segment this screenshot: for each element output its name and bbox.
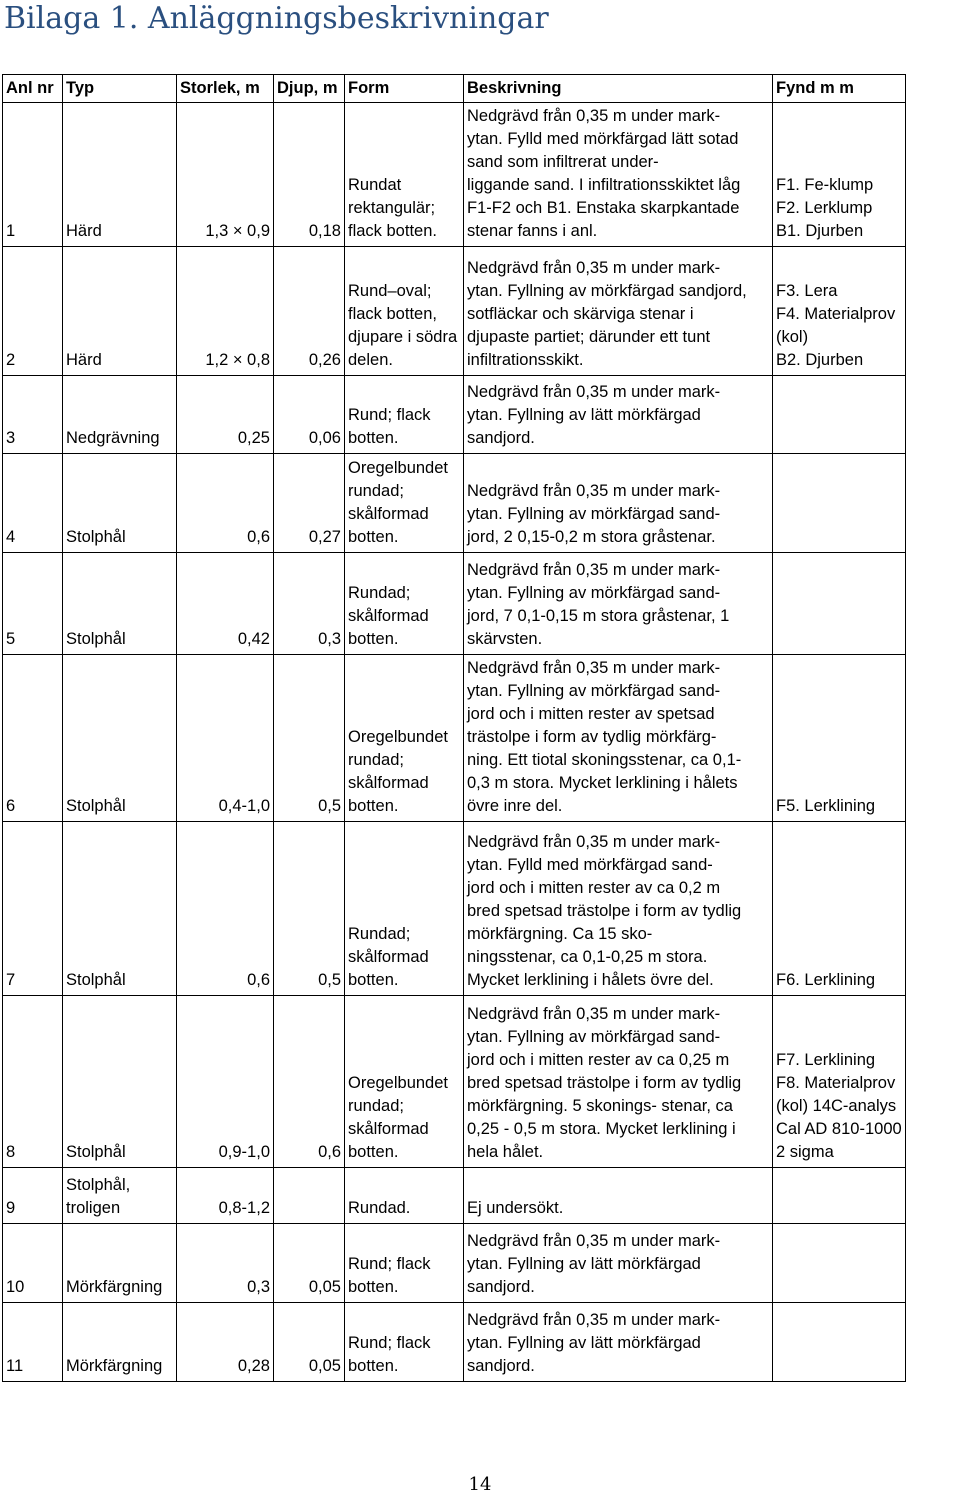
cell-fynd xyxy=(773,247,906,376)
cell-fynd-line: (kol) xyxy=(776,328,809,346)
cell-beskrivning-line: skärvsten. xyxy=(467,630,543,648)
table-row xyxy=(3,103,906,247)
cell-anl-nr: 1 xyxy=(3,103,63,247)
cell-beskrivning-line: mörkfärgning. 5 skonings- stenar, ca xyxy=(467,1097,733,1115)
table-row xyxy=(3,1168,906,1224)
cell-beskrivning xyxy=(464,1168,773,1224)
cell-djup: 0,5 xyxy=(274,655,345,822)
cell-beskrivning-line: sand som infiltrerat under- xyxy=(467,153,659,171)
cell-typ: Nedgrävning xyxy=(63,376,177,454)
cell-beskrivning xyxy=(464,822,773,996)
cell-djup: 0,6 xyxy=(274,996,345,1168)
cell-djup: 0,27 xyxy=(274,454,345,553)
cell-storlek: 0,28 xyxy=(177,1303,274,1382)
cell-storlek: 0,25 xyxy=(177,376,274,454)
cell-beskrivning-line: ytan. Fyllning av lätt mörkfärgad xyxy=(467,1334,701,1352)
cell-form-line: botten. xyxy=(348,1278,399,1296)
cell-fynd xyxy=(773,655,906,822)
cell-form-line: skålformad xyxy=(348,774,429,792)
cell-storlek: 0,42 xyxy=(177,553,274,655)
cell-beskrivning-line: Ej undersökt. xyxy=(467,1199,564,1217)
table-row xyxy=(3,376,906,454)
cell-anl-nr: 4 xyxy=(3,454,63,553)
cell-beskrivning-line: Nedgrävd från 0,35 m under mark- xyxy=(467,1232,721,1250)
cell-beskrivning-line: ytan. Fyllning av mörkfärgad sand- xyxy=(467,1028,721,1046)
cell-storlek: 0,6 xyxy=(177,822,274,996)
cell-anl-nr: 5 xyxy=(3,553,63,655)
cell-form xyxy=(345,247,464,376)
cell-djup: 0,05 xyxy=(274,1303,345,1382)
cell-beskrivning xyxy=(464,1224,773,1303)
cell-form-line: botten. xyxy=(348,1143,399,1161)
cell-beskrivning-line: mörkfärgning. Ca 15 sko- xyxy=(467,925,653,943)
cell-beskrivning xyxy=(464,1303,773,1382)
facility-table xyxy=(2,74,906,1382)
cell-anl-nr: 8 xyxy=(3,996,63,1168)
table-row xyxy=(3,553,906,655)
cell-typ: Stolphål xyxy=(63,553,177,655)
cell-storlek: 0,6 xyxy=(177,454,274,553)
cell-storlek: 0,4-1,0 xyxy=(177,655,274,822)
cell-fynd-line: 2 sigma xyxy=(776,1143,834,1161)
cell-beskrivning-line: F1-F2 och B1. Enstaka skarpkantade xyxy=(467,199,740,217)
cell-beskrivning xyxy=(464,103,773,247)
cell-beskrivning-line: ytan. Fylld med mörkfärgad lätt sotad xyxy=(467,130,739,148)
cell-form xyxy=(345,996,464,1168)
cell-form xyxy=(345,1168,464,1224)
cell-form-line: skålformad xyxy=(348,607,429,625)
table-row xyxy=(3,822,906,996)
cell-beskrivning xyxy=(464,655,773,822)
cell-form-line: Oregelbundet xyxy=(348,728,448,746)
cell-beskrivning-line: trästolpe i form av tydlig mörkfärg- xyxy=(467,728,717,746)
header-beskrivning: Beskrivning xyxy=(464,75,773,103)
cell-form-line: Rundat xyxy=(348,176,402,194)
cell-beskrivning xyxy=(464,996,773,1168)
cell-beskrivning-line: jord och i mitten rester av spetsad xyxy=(467,705,715,723)
cell-form xyxy=(345,553,464,655)
cell-typ: Stolphål xyxy=(63,996,177,1168)
cell-beskrivning-line: Nedgrävd från 0,35 m under mark- xyxy=(467,1311,721,1329)
cell-beskrivning-line: jord och i mitten rester av ca 0,2 m xyxy=(467,879,721,897)
cell-beskrivning-line: ning. Ett tiotal skoningsstenar, ca 0,1- xyxy=(467,751,742,769)
cell-form-line: skålformad xyxy=(348,505,429,523)
cell-beskrivning-line: ytan. Fyllning av mörkfärgad sand- xyxy=(467,682,721,700)
table-row xyxy=(3,1303,906,1382)
cell-beskrivning-line: ytan. Fylld med mörkfärgad sand- xyxy=(467,856,713,874)
cell-beskrivning-line: Mycket lerklining i hålets övre del. xyxy=(467,971,714,989)
cell-beskrivning xyxy=(464,553,773,655)
cell-form-line: Rund; flack xyxy=(348,1255,431,1273)
cell-storlek: 0,9-1,0 xyxy=(177,996,274,1168)
cell-beskrivning-line: ytan. Fyllning av mörkfärgad sand- xyxy=(467,584,721,602)
cell-form-line: rektangulär; xyxy=(348,199,436,217)
cell-beskrivning-line: jord, 7 0,1-0,15 m stora gråstenar, 1 xyxy=(467,607,730,625)
cell-form-line: botten. xyxy=(348,630,399,648)
cell-fynd xyxy=(773,376,906,454)
cell-fynd xyxy=(773,1168,906,1224)
table-row xyxy=(3,655,906,822)
cell-beskrivning xyxy=(464,454,773,553)
cell-beskrivning-line: Nedgrävd från 0,35 m under mark- xyxy=(467,659,721,677)
cell-typ: Stolphål xyxy=(63,454,177,553)
cell-form xyxy=(345,376,464,454)
cell-form-line: botten. xyxy=(348,797,399,815)
cell-form xyxy=(345,655,464,822)
cell-anl-nr: 6 xyxy=(3,655,63,822)
page-title: Bilaga 1. Anläggningsbeskrivningar xyxy=(4,1,549,36)
header-anl-nr: Anl nr xyxy=(3,75,63,103)
cell-beskrivning xyxy=(464,247,773,376)
cell-beskrivning-line: ytan. Fyllning av mörkfärgad sand- xyxy=(467,505,721,523)
table-row xyxy=(3,1224,906,1303)
cell-form xyxy=(345,822,464,996)
cell-beskrivning-line: Nedgrävd från 0,35 m under mark- xyxy=(467,561,721,579)
cell-beskrivning-line: liggande sand. I infiltrationsskiktet låg xyxy=(467,176,741,194)
cell-beskrivning-line: Nedgrävd från 0,35 m under mark- xyxy=(467,833,721,851)
cell-form-line: botten. xyxy=(348,1357,399,1375)
cell-fynd-line: F3. Lera xyxy=(776,282,838,300)
cell-fynd-line: F8. Materialprov xyxy=(776,1074,896,1092)
cell-anl-nr: 2 xyxy=(3,247,63,376)
cell-storlek: 1,3 × 0,9 xyxy=(177,103,274,247)
cell-fynd xyxy=(773,454,906,553)
cell-djup xyxy=(274,1168,345,1224)
cell-form-line: Oregelbundet xyxy=(348,459,448,477)
cell-typ: Stolphål xyxy=(63,822,177,996)
header-storlek: Storlek, m xyxy=(177,75,274,103)
cell-typ: Mörkfärgning xyxy=(63,1303,177,1382)
cell-fynd-line: F6. Lerklining xyxy=(776,971,876,989)
cell-beskrivning-line: Nedgrävd från 0,35 m under mark- xyxy=(467,383,721,401)
cell-form-line: Oregelbundet xyxy=(348,1074,448,1092)
cell-form-line: Rund; flack xyxy=(348,1334,431,1352)
cell-beskrivning-line: Nedgrävd från 0,35 m under mark- xyxy=(467,107,721,125)
cell-fynd-line: F5. Lerklining xyxy=(776,797,876,815)
cell-djup: 0,3 xyxy=(274,553,345,655)
cell-form-line: botten. xyxy=(348,971,399,989)
cell-storlek: 0,3 xyxy=(177,1224,274,1303)
table-row xyxy=(3,996,906,1168)
cell-form-line: botten. xyxy=(348,528,399,546)
cell-djup: 0,5 xyxy=(274,822,345,996)
cell-anl-nr: 10 xyxy=(3,1224,63,1303)
cell-beskrivning-line: 0,25 - 0,5 m stora. Mycket lerklining i xyxy=(467,1120,736,1138)
cell-fynd xyxy=(773,1224,906,1303)
cell-beskrivning-line: stenar fanns i anl. xyxy=(467,222,598,240)
cell-beskrivning-line: infiltrationsskikt. xyxy=(467,351,584,369)
cell-beskrivning-line: ytan. Fyllning av mörkfärgad sandjord, xyxy=(467,282,747,300)
cell-form-line: Rundad. xyxy=(348,1199,411,1217)
cell-form-line: rundad; xyxy=(348,482,404,500)
cell-fynd-line: B1. Djurben xyxy=(776,222,864,240)
cell-beskrivning-line: sotfläckar och skärviga stenar i xyxy=(467,305,694,323)
cell-fynd-line: Cal AD 810-1000 xyxy=(776,1120,902,1138)
cell-form-line: Rundad; xyxy=(348,925,411,943)
cell-djup: 0,18 xyxy=(274,103,345,247)
cell-fynd-line: (kol) 14C-analys xyxy=(776,1097,897,1115)
cell-djup: 0,05 xyxy=(274,1224,345,1303)
cell-fynd xyxy=(773,1303,906,1382)
cell-form-line: rundad; xyxy=(348,751,404,769)
cell-typ: Stolphål, troligen xyxy=(63,1168,177,1224)
cell-form xyxy=(345,454,464,553)
cell-beskrivning-line: bred spetsad trästolpe i form av tydlig xyxy=(467,902,742,920)
cell-beskrivning-line: sandjord. xyxy=(467,1357,535,1375)
header-typ: Typ xyxy=(63,75,177,103)
cell-form xyxy=(345,1303,464,1382)
cell-fynd-line: B2. Djurben xyxy=(776,351,864,369)
cell-beskrivning-line: Nedgrävd från 0,35 m under mark- xyxy=(467,482,721,500)
cell-djup: 0,26 xyxy=(274,247,345,376)
cell-beskrivning-line: jord, 2 0,15-0,2 m stora gråstenar. xyxy=(467,528,716,546)
cell-typ: Härd xyxy=(63,103,177,247)
cell-form-line: botten. xyxy=(348,429,399,447)
cell-form-line: skålformad xyxy=(348,1120,429,1138)
header-form: Form xyxy=(345,75,464,103)
cell-storlek: 1,2 × 0,8 xyxy=(177,247,274,376)
cell-beskrivning-line: djupaste partiet; därunder ett tunt xyxy=(467,328,711,346)
cell-beskrivning-line: ningsstenar, ca 0,1-0,25 m stora. xyxy=(467,948,708,966)
cell-beskrivning xyxy=(464,376,773,454)
cell-anl-nr: 7 xyxy=(3,822,63,996)
cell-beskrivning-line: ytan. Fyllning av lätt mörkfärgad xyxy=(467,406,701,424)
cell-beskrivning-line: sandjord. xyxy=(467,429,535,447)
cell-form-line: rundad; xyxy=(348,1097,404,1115)
cell-fynd xyxy=(773,553,906,655)
page-number: 14 xyxy=(468,1474,492,1495)
cell-form-line: djupare i södra xyxy=(348,328,458,346)
cell-form xyxy=(345,1224,464,1303)
cell-fynd xyxy=(773,822,906,996)
cell-fynd-line: F1. Fe-klump xyxy=(776,176,874,194)
cell-fynd-line: F7. Lerklining xyxy=(776,1051,876,1069)
cell-djup: 0,06 xyxy=(274,376,345,454)
cell-fynd xyxy=(773,103,906,247)
table-header-row xyxy=(3,75,906,103)
header-fynd: Fynd m m xyxy=(773,75,906,103)
cell-anl-nr: 3 xyxy=(3,376,63,454)
cell-anl-nr: 11 xyxy=(3,1303,63,1382)
cell-form-line: Rund–oval; xyxy=(348,282,432,300)
cell-anl-nr: 9 xyxy=(3,1168,63,1224)
cell-beskrivning-line: Nedgrävd från 0,35 m under mark- xyxy=(467,259,721,277)
cell-beskrivning-line: sandjord. xyxy=(467,1278,535,1296)
table-row xyxy=(3,454,906,553)
cell-typ: Stolphål xyxy=(63,655,177,822)
cell-fynd-line: F4. Materialprov xyxy=(776,305,896,323)
cell-form-line: flack botten, xyxy=(348,305,437,323)
cell-beskrivning-line: Nedgrävd från 0,35 m under mark- xyxy=(467,1005,721,1023)
cell-fynd xyxy=(773,996,906,1168)
cell-beskrivning-line: jord och i mitten rester av ca 0,25 m xyxy=(467,1051,730,1069)
cell-beskrivning-line: 0,3 m stora. Mycket lerklining i hålets xyxy=(467,774,738,792)
cell-beskrivning-line: bred spetsad trästolpe i form av tydlig xyxy=(467,1074,742,1092)
table-row xyxy=(3,247,906,376)
cell-form xyxy=(345,103,464,247)
cell-fynd-line: F2. Lerklump xyxy=(776,199,873,217)
cell-typ: Härd xyxy=(63,247,177,376)
cell-form-line: Rundad; xyxy=(348,584,411,602)
cell-form-line: skålformad xyxy=(348,948,429,966)
cell-typ: Mörkfärgning xyxy=(63,1224,177,1303)
header-djup: Djup, m xyxy=(274,75,345,103)
cell-form-line: flack botten. xyxy=(348,222,437,240)
cell-form-line: delen. xyxy=(348,351,393,369)
cell-beskrivning-line: övre inre del. xyxy=(467,797,563,815)
cell-beskrivning-line: ytan. Fyllning av lätt mörkfärgad xyxy=(467,1255,701,1273)
cell-beskrivning-line: hela hålet. xyxy=(467,1143,544,1161)
cell-form-line: Rund; flack xyxy=(348,406,431,424)
cell-storlek: 0,8-1,2 xyxy=(177,1168,274,1224)
